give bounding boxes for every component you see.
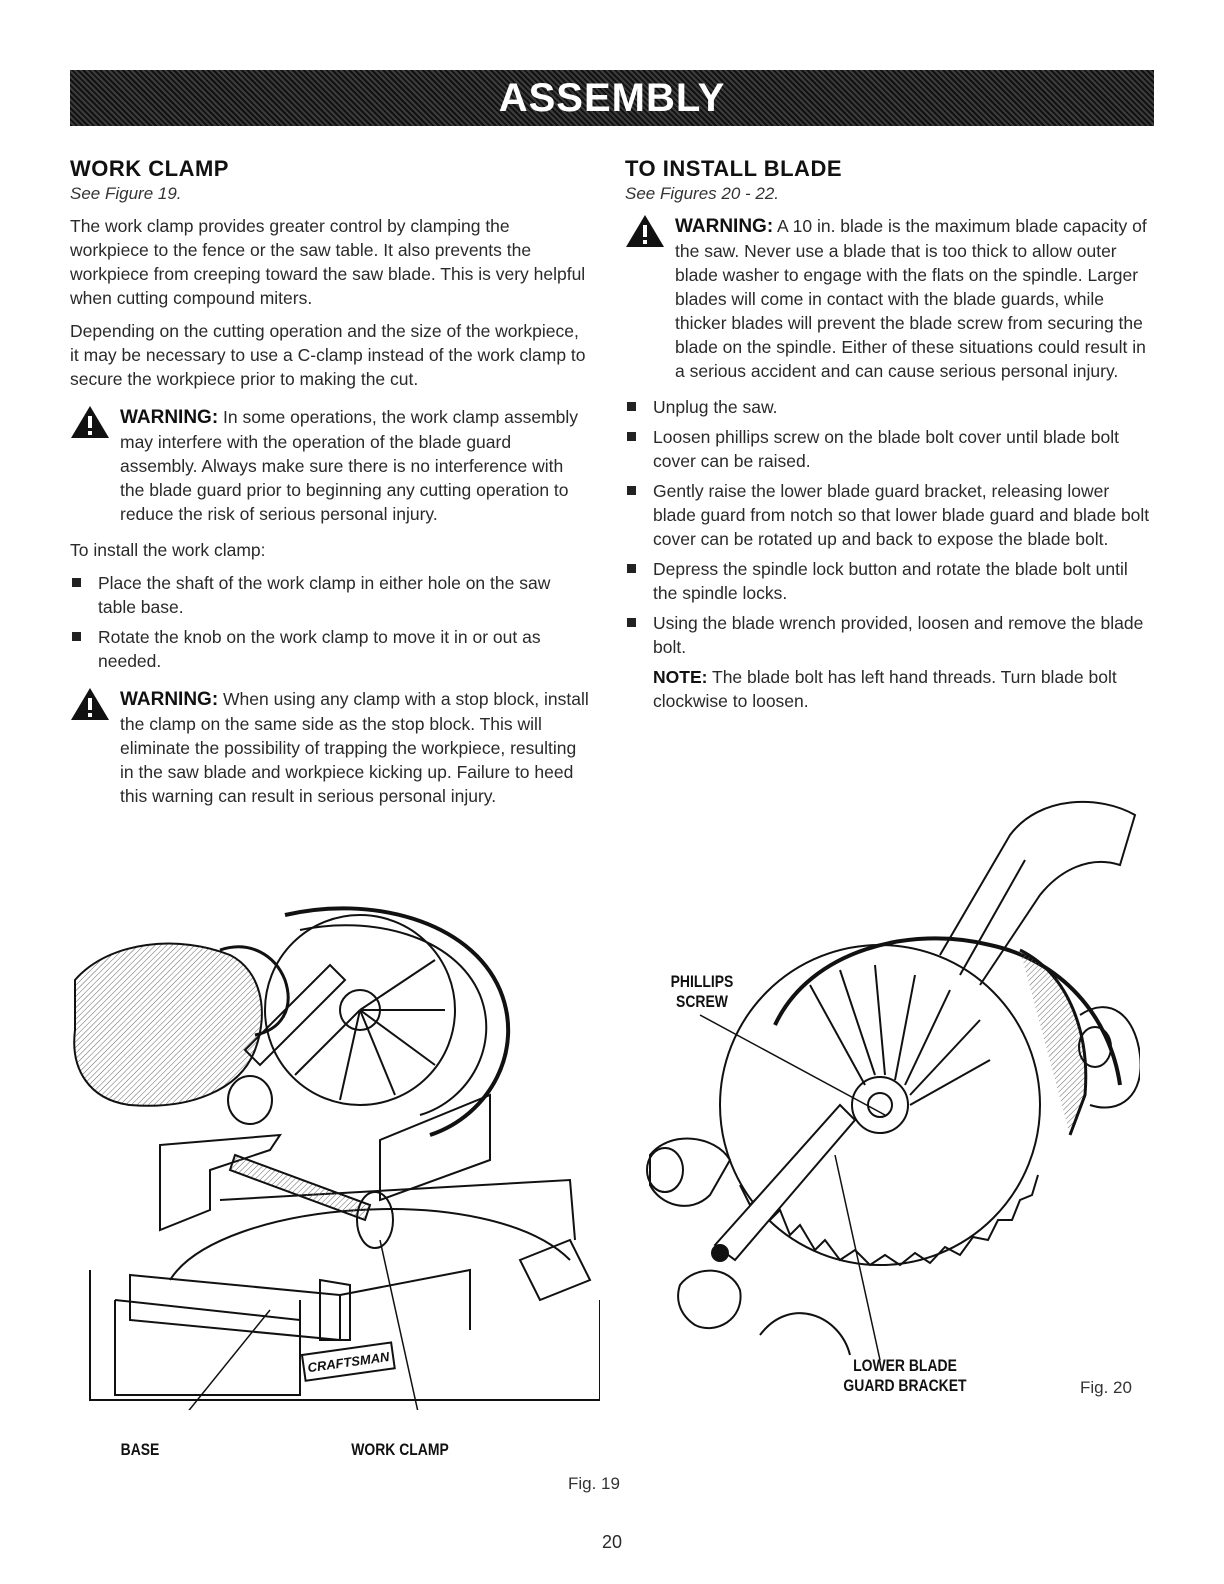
work-clamp-paragraph-2: Depending on the cutting operation and the size of the workpiece, it may be necessary to use a C-clamp instead of the work clamp to secure the workpiece prior to making the cut. [70, 321, 586, 389]
bullet-icon [627, 486, 636, 495]
see-figure-ref: See Figure 19. [70, 184, 182, 203]
list-item: Depress the spindle lock button and rotate the blade bolt until the spindle locks. [625, 557, 1150, 605]
bullet-icon [627, 564, 636, 573]
page-number: 20 [601, 1532, 623, 1552]
bullet-icon [72, 632, 81, 641]
warning-block-2 [70, 687, 590, 808]
section-banner [70, 70, 1154, 126]
list-item: Gently raise the lower blade guard bracket, releasing lower blade guard from notch so that lower blade guard and blade bolt cover can be rotated up and back to expose the blade bolt. [625, 479, 1150, 551]
callout-phillips-screw: PHILLIPS SCREW [670, 972, 734, 1011]
banner-title: ASSEMBLY [498, 75, 726, 120]
warning-text: When using any clamp with a stop block, install the clamp on the same side as the stop block. This will eliminate the possibility of trapping the workpiece, resulting in the saw blade and workpiece kicking up. Failure to heed this warning can result in serious personal injury. [120, 689, 589, 806]
list-item: Rotate the knob on the work clamp to move it in or out as needed. [70, 625, 590, 673]
figure-19-label: Fig. 19 [568, 1474, 620, 1493]
saw-blade-guard-drawing [640, 775, 1140, 1375]
warning-text: A 10 in. blade is the maximum blade capacity of the saw. Never use a blade that is too thick to allow outer blade washer to engage with the flats on the spindle. Larger blades will come in contact with the blade guards, while thicker blades will prevent the blade screw from securing the blade on the spindle. Either of these situations could result in a serious accident and can cause serious personal injury. [675, 216, 1147, 381]
see-figures-ref: See Figures 20 - 22. [625, 184, 780, 203]
saw-work-clamp-drawing [70, 900, 600, 1410]
right-column [625, 156, 1150, 713]
note-label: NOTE: [653, 667, 708, 687]
warning-label: WARNING: [120, 689, 219, 710]
install-steps [70, 571, 590, 673]
callout-work-clamp: WORK CLAMP [351, 1440, 449, 1459]
note [625, 665, 1150, 713]
bullet-icon [627, 618, 636, 627]
figure-20-label: Fig. 20 [1080, 1378, 1132, 1397]
warning-block-3 [625, 214, 1150, 383]
callout-base: BASE [120, 1440, 160, 1459]
list-item: Unplug the saw. [625, 395, 1150, 419]
list-item: Place the shaft of the work clamp in either hole on the saw table base. [70, 571, 590, 619]
warning-block-1 [70, 405, 590, 526]
callout-lower-blade-guard-bracket: LOWER BLADE GUARD BRACKET [843, 1356, 967, 1395]
work-clamp-paragraph-1: The work clamp provides greater control by clamping the workpiece to the fence or the saw table. It also prevents the workpiece from creeping toward the saw blade. This is very helpful when cutting compound miters. [70, 216, 586, 308]
install-intro: To install the work clamp: [70, 540, 266, 560]
figure-20-illustration [640, 775, 1140, 1375]
left-column [70, 156, 590, 820]
list-item: Loosen phillips screw on the blade bolt cover until blade bolt cover can be raised. [625, 425, 1150, 473]
warning-icon [70, 687, 110, 721]
bullet-icon [72, 578, 81, 587]
note-text: The blade bolt has left hand threads. Turn blade bolt clockwise to loosen. [653, 667, 1117, 711]
brand-plate-text: CRAFTSMAN [306, 1348, 391, 1376]
warning-icon [70, 405, 110, 439]
bullet-icon [627, 432, 636, 441]
figure-19-illustration [70, 900, 600, 1410]
warning-label: WARNING: [675, 216, 774, 237]
work-clamp-heading: WORK CLAMP [70, 156, 229, 181]
warning-label: WARNING: [120, 407, 219, 428]
warning-text: In some operations, the work clamp assembly may interfere with the operation of the blade guard assembly. Always make sure there is no interference with the blade guard prior to beginning any cutting operation to reduce the risk of serious personal injury. [120, 407, 579, 524]
install-blade-heading: TO INSTALL BLADE [625, 156, 842, 181]
blade-steps [625, 395, 1150, 659]
warning-icon [625, 214, 665, 248]
bullet-icon [627, 402, 636, 411]
list-item: Using the blade wrench provided, loosen and remove the blade bolt. [625, 611, 1150, 659]
